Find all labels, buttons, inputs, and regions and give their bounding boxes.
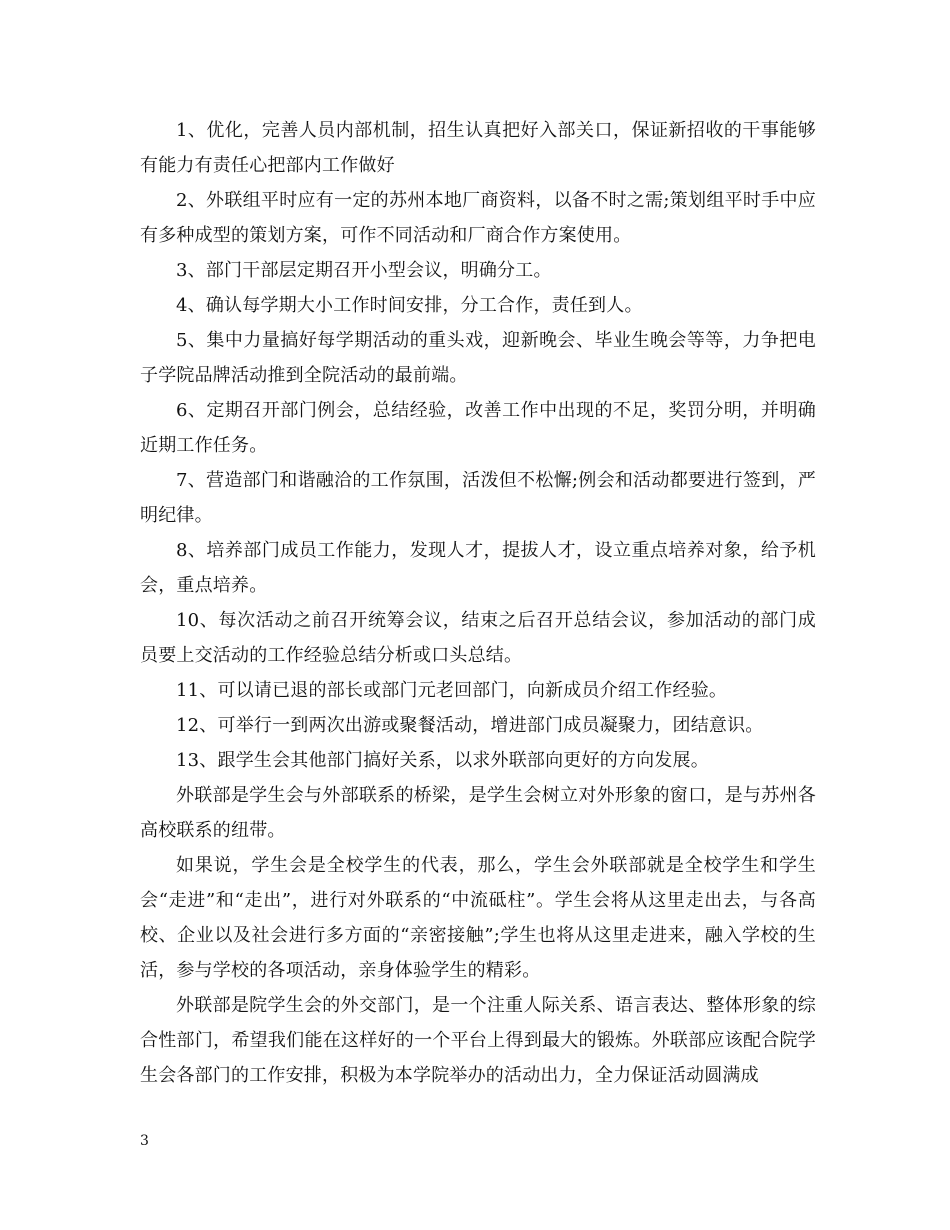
paragraph-item-4: 4、确认每学期大小工作时间安排，分工合作，责任到人。 (176, 295, 643, 316)
paragraph-item-8: 8、培养部门成员工作能力，发现人才，提拔人才，设立重点培养对象，给予机会，重点培养。 (140, 540, 816, 596)
paragraph-item-2: 2、外联组平时应有一定的苏州本地厂商资料，以备不时之需;策划组平时手中应有多种成型的策划方案，可作不同活动和厂商合作方案使用。 (140, 190, 816, 246)
page-number: 3 (140, 1133, 149, 1149)
paragraph-diplomacy: 外联部是院学生会的外交部门，是一个注重人际关系、语言表达、整体形象的综合性部门，希望我们能在这样好的一个平台上得到最大的锻炼。外联部应该配合院学生会各部门的工作安排，积极为本学院举办的活动出力，全力保证活动圆满成 (140, 995, 816, 1086)
paragraph-item-12: 12、可举行一到两次出游或聚餐活动，增进部门成员凝聚力，团结意识。 (176, 715, 764, 736)
paragraph-item-7: 7、营造部门和谐融洽的工作氛围，活泼但不松懈;例会和活动都要进行签到，严明纪律。 (140, 470, 816, 526)
paragraph-bridge: 外联部是学生会与外部联系的桥梁，是学生会树立对外形象的窗口，是与苏州各高校联系的纽带。 (140, 785, 816, 841)
paragraph-item-5: 5、集中力量搞好每学期活动的重头戏，迎新晚会、毕业生晚会等等，力争把电子学院品牌活动推到全院活动的最前端。 (140, 330, 816, 386)
paragraph-item-10: 10、每次活动之前召开统筹会议，结束之后召开总结会议，参加活动的部门成员要上交活动的工作经验总结分析或口头总结。 (140, 610, 816, 666)
paragraph-item-13: 13、跟学生会其他部门搞好关系，以求外联部向更好的方向发展。 (176, 750, 709, 771)
paragraph-item-6: 6、定期召开部门例会，总结经验，改善工作中出现的不足，奖罚分明，并明确近期工作任务。 (140, 400, 816, 456)
paragraph-mainstay: 如果说，学生会是全校学生的代表，那么，学生会外联部就是全校学生和学生会“走进”和“走出”，进行对外联系的“中流砥柱”。学生会将从这里走出去，与各高校、企业以及社会进行多方面的“亲密接触”;学生也将从这里走进来，融入学校的生活，参与学校的各项活动，亲身体验学生的精彩。 (140, 855, 816, 981)
paragraph-item-3: 3、部门干部层定期召开小型会议，明确分工。 (176, 260, 552, 281)
document-body (140, 113, 816, 1093)
paragraph-item-1: 1、优化，完善人员内部机制，招生认真把好入部关口，保证新招收的干事能够有能力有责任心把部内工作做好 (140, 120, 816, 176)
paragraph-item-11: 11、可以请已退的部长或部门元老回部门，向新成员介绍工作经验。 (176, 680, 728, 701)
